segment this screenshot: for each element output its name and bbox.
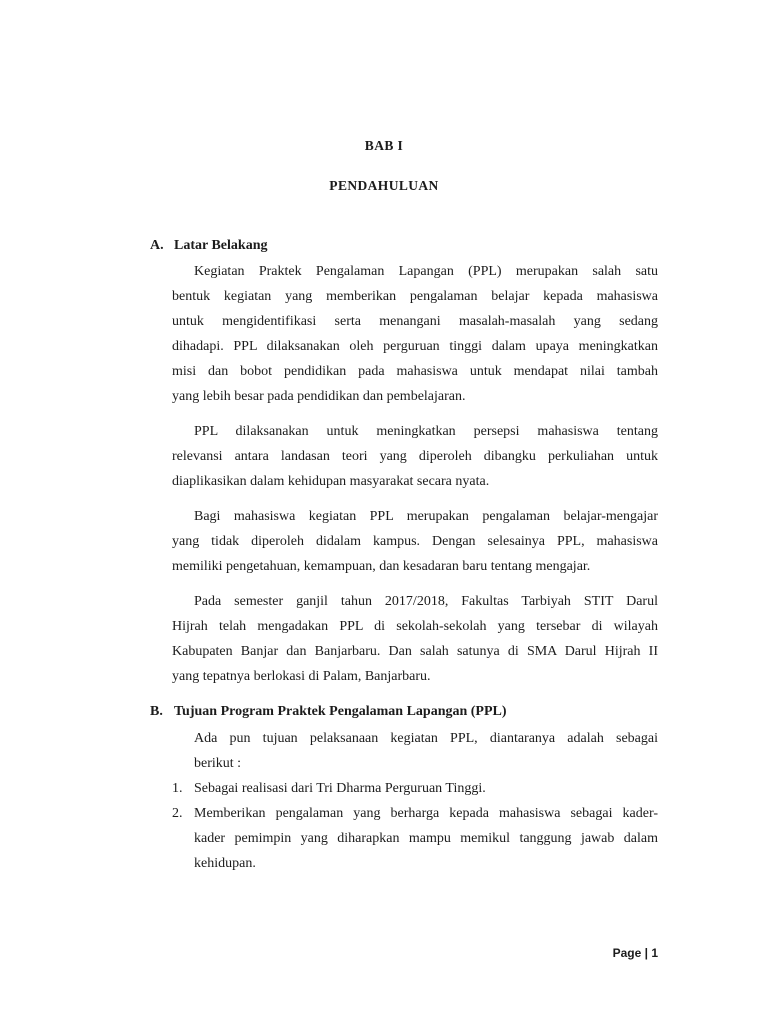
- chapter-number: BAB I: [364, 138, 404, 153]
- paragraph-line: Kabupaten Banjar dan Banjarbaru. Dan salah satunya di SMA Darul Hijrah II: [172, 644, 658, 659]
- paragraph-line: bentuk kegiatan yang memberikan pengalaman belajar kepada mahasiswa: [172, 289, 658, 304]
- section-b-intro-line: Ada pun tujuan pelaksanaan kegiatan PPL, diantaranya adalah sebagai: [194, 731, 658, 746]
- section-a-letter: A.: [150, 238, 164, 253]
- section-a-title: Latar Belakang: [174, 238, 268, 253]
- page-number: Page | 1: [612, 946, 658, 960]
- list-item-line: Sebagai realisasi dari Tri Dharma Perguruan Tinggi.: [194, 781, 486, 796]
- paragraph-line: misi dan bobot pendidikan pada mahasiswa untuk mendapat nilai tambah: [172, 364, 658, 379]
- paragraph-line: yang tepatnya berlokasi di Palam, Banjarbaru.: [172, 669, 431, 684]
- paragraph-line: Kegiatan Praktek Pengalaman Lapangan (PPL) merupakan salah satu: [194, 264, 658, 279]
- paragraph-line: diaplikasikan dalam kehidupan masyarakat secara nyata.: [172, 474, 490, 489]
- paragraph-line: PPL dilaksanakan untuk meningkatkan persepsi mahasiswa tentang: [194, 424, 658, 439]
- paragraph-line: Bagi mahasiswa kegiatan PPL merupakan pengalaman belajar-mengajar: [194, 509, 658, 524]
- paragraph-line: yang lebih besar pada pendidikan dan pembelajaran.: [172, 389, 466, 404]
- chapter-title: PENDAHULUAN: [329, 178, 439, 193]
- section-b-title: Tujuan Program Praktek Pengalaman Lapangan (PPL): [174, 704, 507, 719]
- list-item-number: 2.: [172, 806, 183, 821]
- paragraph-line: relevansi antara landasan teori yang diperoleh dibangku perkuliahan untuk: [172, 449, 658, 464]
- paragraph-line: untuk mengidentifikasi serta menangani masalah-masalah yang sedang: [172, 314, 658, 329]
- paragraph-line: Hijrah telah mengadakan PPL di sekolah-sekolah yang tersebar di wilayah: [172, 619, 658, 634]
- paragraph-line: yang tidak diperoleh didalam kampus. Dengan selesainya PPL, mahasiswa: [172, 534, 658, 549]
- list-item-line: kehidupan.: [194, 856, 256, 871]
- paragraph-line: dihadapi. PPL dilaksanakan oleh perguruan tinggi dalam upaya meningkatkan: [172, 339, 658, 354]
- section-a-heading: [150, 238, 267, 254]
- section-b-letter: B.: [150, 704, 163, 719]
- section-b-intro-line: berikut :: [194, 756, 242, 771]
- paragraph-line: memiliki pengetahuan, kemampuan, dan kesadaran baru tentang mengajar.: [172, 559, 591, 574]
- section-b-heading: [150, 704, 507, 720]
- paragraph-line: Pada semester ganjil tahun 2017/2018, Fakultas Tarbiyah STIT Darul: [194, 594, 658, 609]
- list-item-line: Memberikan pengalaman yang berharga kepada mahasiswa sebagai kader-: [194, 806, 658, 821]
- list-item-number: 1.: [172, 781, 183, 796]
- list-item-line: kader pemimpin yang diharapkan mampu memikul tanggung jawab dalam: [194, 831, 658, 846]
